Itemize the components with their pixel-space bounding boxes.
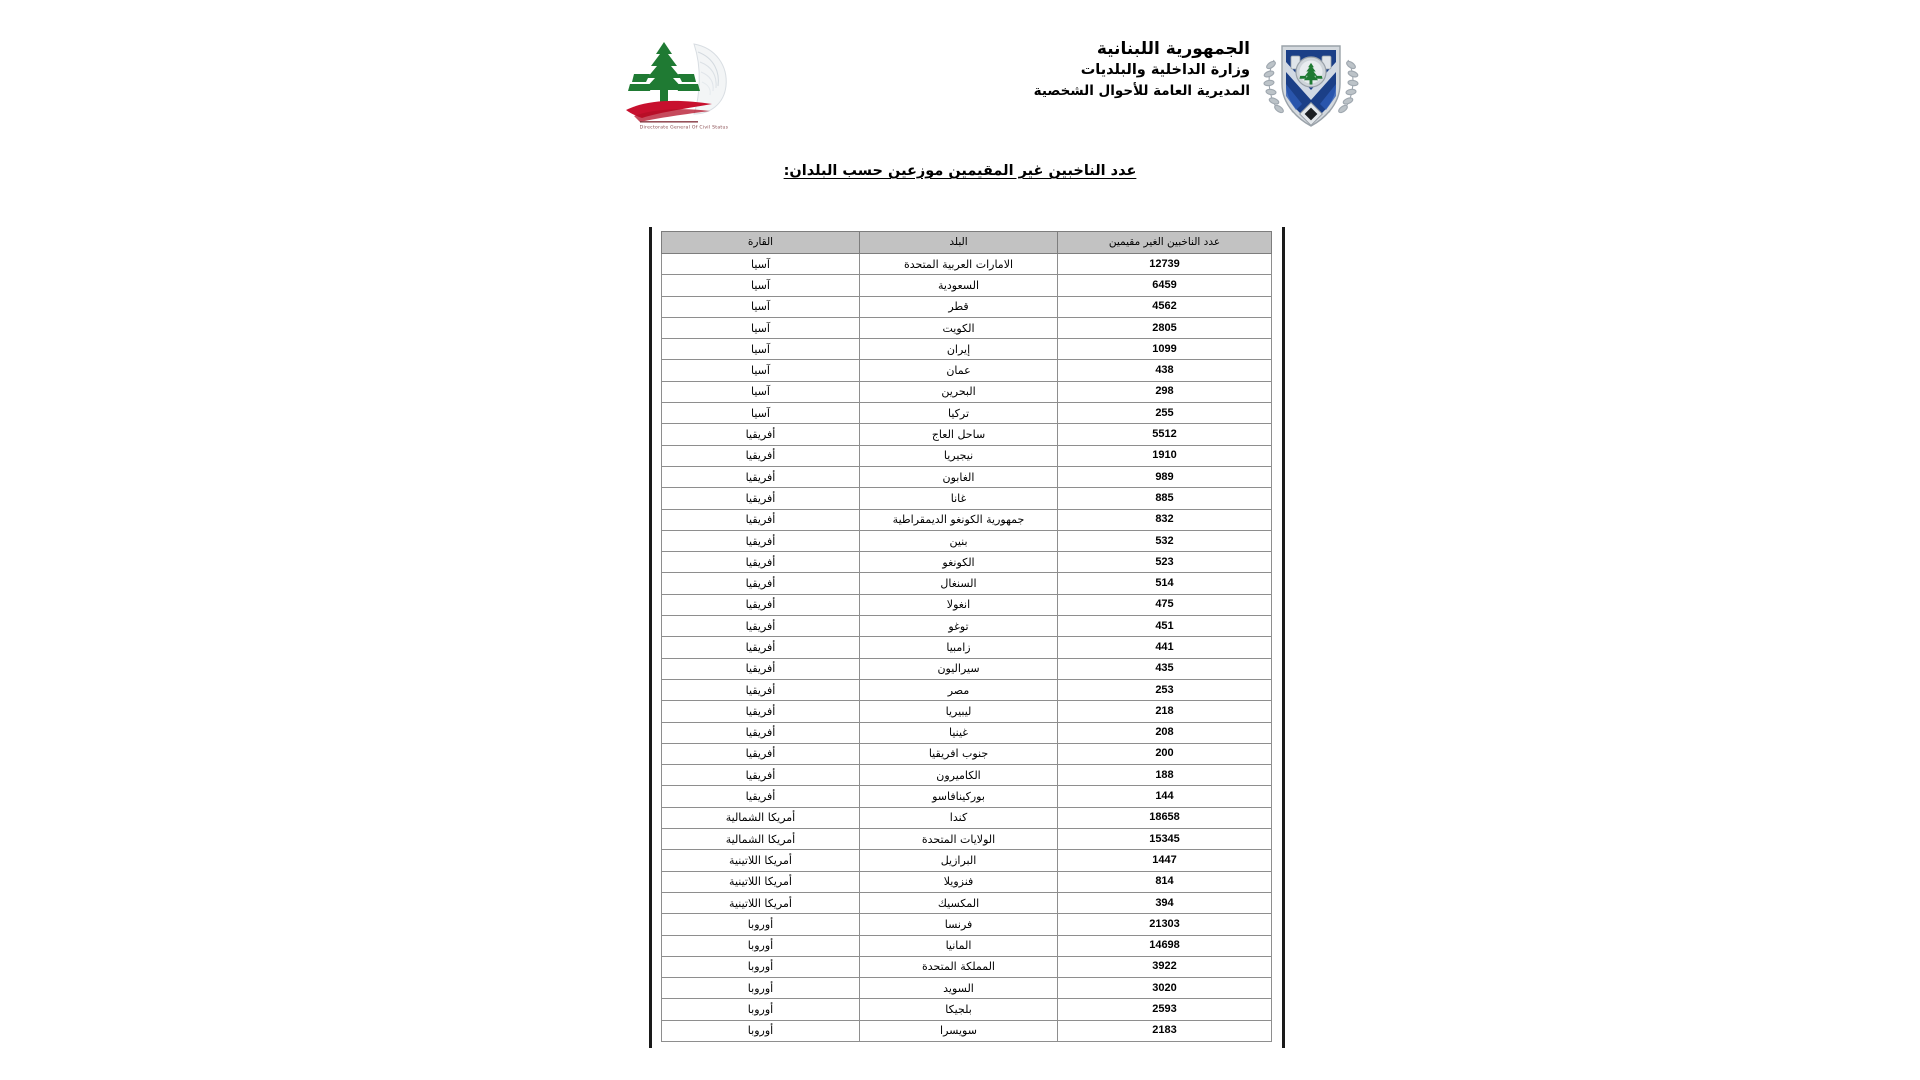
cell-continent: آسيا: [662, 339, 860, 360]
document-header: [620, 32, 1360, 132]
table-row: [662, 978, 1272, 999]
table-row: [662, 807, 1272, 828]
table-row: [662, 999, 1272, 1020]
table-row: [662, 445, 1272, 466]
cell-country: ليبيريا: [860, 701, 1058, 722]
cell-country: السعودية: [860, 275, 1058, 296]
page-title: [0, 160, 1920, 179]
cell-continent: أفريقيا: [662, 509, 860, 530]
cell-country: انغولا: [860, 594, 1058, 615]
cell-continent: آسيا: [662, 360, 860, 381]
cell-country: الامارات العربية المتحدة: [860, 254, 1058, 275]
cell-voter-count: 514: [1058, 573, 1272, 594]
cell-voter-count: 2183: [1058, 1020, 1272, 1041]
table-row: [662, 722, 1272, 743]
cell-country: قطر: [860, 296, 1058, 317]
cell-continent: أفريقيا: [662, 743, 860, 764]
table-row: [662, 679, 1272, 700]
cell-continent: أوروبا: [662, 956, 860, 977]
cell-voter-count: 441: [1058, 637, 1272, 658]
table-row: [662, 786, 1272, 807]
table-row: [662, 850, 1272, 871]
cell-continent: أوروبا: [662, 935, 860, 956]
cell-voter-count: 1910: [1058, 445, 1272, 466]
table-row: [662, 488, 1272, 509]
shield-emblem-graphic: [1262, 32, 1360, 132]
cell-country: كندا: [860, 807, 1058, 828]
cell-voter-count: 200: [1058, 743, 1272, 764]
cell-continent: أوروبا: [662, 978, 860, 999]
cell-voter-count: 253: [1058, 679, 1272, 700]
cell-voter-count: 2593: [1058, 999, 1272, 1020]
cell-country: فنزويلا: [860, 871, 1058, 892]
cell-voter-count: 14698: [1058, 935, 1272, 956]
table-row: [662, 1020, 1272, 1041]
cell-continent: أفريقيا: [662, 530, 860, 551]
cell-continent: أوروبا: [662, 999, 860, 1020]
table-row: [662, 935, 1272, 956]
cell-continent: أفريقيا: [662, 786, 860, 807]
cell-country: إيران: [860, 339, 1058, 360]
general-security-shield-emblem: [1262, 32, 1360, 132]
table-row: [662, 956, 1272, 977]
cell-continent: آسيا: [662, 254, 860, 275]
cell-continent: أفريقيا: [662, 445, 860, 466]
republic-title: الجمهورية اللبنانية: [1096, 39, 1250, 59]
cell-country: ساحل العاج: [860, 424, 1058, 445]
cell-continent: أفريقيا: [662, 488, 860, 509]
table-row: [662, 765, 1272, 786]
cell-country: الولايات المتحدة: [860, 829, 1058, 850]
cell-country: عمان: [860, 360, 1058, 381]
cell-country: سويسرا: [860, 1020, 1058, 1041]
cell-continent: أوروبا: [662, 914, 860, 935]
cell-country: الكويت: [860, 317, 1058, 338]
page-title-text: عدد الناخبين غير المقيمين موزعين حسب البلدان:: [783, 163, 1137, 179]
column-header-count: عدد الناخبين الغير مقيمين: [1058, 232, 1272, 254]
table-row: [662, 424, 1272, 445]
cell-voter-count: 218: [1058, 701, 1272, 722]
table-header: [662, 232, 1272, 254]
cell-voter-count: 255: [1058, 403, 1272, 424]
cell-continent: أمريكا الشمالية: [662, 829, 860, 850]
cell-voter-count: 832: [1058, 509, 1272, 530]
table-row: [662, 530, 1272, 551]
cell-voter-count: 5512: [1058, 424, 1272, 445]
cell-voter-count: 1447: [1058, 850, 1272, 871]
cell-voter-count: 2805: [1058, 317, 1272, 338]
cell-voter-count: 3922: [1058, 956, 1272, 977]
cell-country: سيراليون: [860, 658, 1058, 679]
table-row: [662, 743, 1272, 764]
cell-continent: أوروبا: [662, 1020, 860, 1041]
cell-continent: أفريقيا: [662, 573, 860, 594]
cell-country: البرازيل: [860, 850, 1058, 871]
cell-country: الغابون: [860, 466, 1058, 487]
cell-continent: أفريقيا: [662, 679, 860, 700]
voters-table-container: [662, 231, 1272, 1042]
cell-continent: أفريقيا: [662, 424, 860, 445]
cell-voter-count: 21303: [1058, 914, 1272, 935]
cell-voter-count: 208: [1058, 722, 1272, 743]
cell-voter-count: 188: [1058, 765, 1272, 786]
cell-country: بوركينافاسو: [860, 786, 1058, 807]
cell-country: جمهورية الكونغو الديمقراطية: [860, 509, 1058, 530]
table-row: [662, 573, 1272, 594]
table-row: [662, 892, 1272, 913]
cell-continent: آسيا: [662, 296, 860, 317]
cell-voter-count: 532: [1058, 530, 1272, 551]
cell-continent: أمريكا اللاتينية: [662, 871, 860, 892]
cell-country: المكسيك: [860, 892, 1058, 913]
table-row: [662, 552, 1272, 573]
cell-country: غينيا: [860, 722, 1058, 743]
cell-continent: أفريقيا: [662, 722, 860, 743]
table-row: [662, 339, 1272, 360]
table-row: [662, 509, 1272, 530]
table-row: [662, 701, 1272, 722]
cell-country: توغو: [860, 616, 1058, 637]
cell-continent: أفريقيا: [662, 637, 860, 658]
cell-voter-count: 298: [1058, 381, 1272, 402]
cell-country: الكونغو: [860, 552, 1058, 573]
ministry-title: وزارة الداخلية والبلديات: [1080, 62, 1250, 78]
cell-continent: آسيا: [662, 317, 860, 338]
cell-voter-count: 885: [1058, 488, 1272, 509]
cell-continent: أفريقيا: [662, 765, 860, 786]
cell-voter-count: 523: [1058, 552, 1272, 573]
cell-country: غانا: [860, 488, 1058, 509]
cell-continent: آسيا: [662, 275, 860, 296]
table-row: [662, 871, 1272, 892]
cell-continent: أفريقيا: [662, 594, 860, 615]
cell-continent: آسيا: [662, 381, 860, 402]
cell-continent: أمريكا اللاتينية: [662, 850, 860, 871]
cell-country: السويد: [860, 978, 1058, 999]
cell-country: مصر: [860, 679, 1058, 700]
cell-voter-count: 814: [1058, 871, 1272, 892]
cell-voter-count: 475: [1058, 594, 1272, 615]
cell-voter-count: 451: [1058, 616, 1272, 637]
cell-country: بنين: [860, 530, 1058, 551]
cell-continent: آسيا: [662, 403, 860, 424]
table-row: [662, 829, 1272, 850]
ministry-title-block: [830, 38, 1250, 101]
table-row: [662, 403, 1272, 424]
cell-country: الكاميرون: [860, 765, 1058, 786]
cell-country: فرنسا: [860, 914, 1058, 935]
cell-continent: أمريكا الشمالية: [662, 807, 860, 828]
table-body: [662, 254, 1272, 1042]
cell-voter-count: 18658: [1058, 807, 1272, 828]
table-row: [662, 594, 1272, 615]
cell-voter-count: 3020: [1058, 978, 1272, 999]
column-header-continent: القارة: [662, 232, 860, 254]
cell-country: المانيا: [860, 935, 1058, 956]
cell-country: البحرين: [860, 381, 1058, 402]
table-row: [662, 466, 1272, 487]
cell-country: جنوب افريقيا: [860, 743, 1058, 764]
cell-voter-count: 438: [1058, 360, 1272, 381]
cell-continent: أفريقيا: [662, 616, 860, 637]
cell-voter-count: 15345: [1058, 829, 1272, 850]
table-row: [662, 381, 1272, 402]
cell-voter-count: 6459: [1058, 275, 1272, 296]
table-header-row: [662, 232, 1272, 254]
lebanese-cedar-civil-status-logo: [620, 34, 748, 130]
cell-country: المملكة المتحدة: [860, 956, 1058, 977]
cell-voter-count: 989: [1058, 466, 1272, 487]
cell-continent: أمريكا اللاتينية: [662, 892, 860, 913]
cell-country: بلجيكا: [860, 999, 1058, 1020]
table-row: [662, 658, 1272, 679]
cell-voter-count: 435: [1058, 658, 1272, 679]
directorate-title: المديرية العامة للأحوال الشخصية: [1033, 83, 1250, 99]
cell-country: نيجيريا: [860, 445, 1058, 466]
cell-voter-count: 12739: [1058, 254, 1272, 275]
cell-country: زامبيا: [860, 637, 1058, 658]
table-row: [662, 296, 1272, 317]
table-row: [662, 914, 1272, 935]
cell-voter-count: 144: [1058, 786, 1272, 807]
table-row: [662, 637, 1272, 658]
cell-country: السنغال: [860, 573, 1058, 594]
cell-voter-count: 394: [1058, 892, 1272, 913]
cell-continent: أفريقيا: [662, 466, 860, 487]
cedar-logo-caption: Directorate General Of Civil Status: [639, 124, 729, 130]
cell-country: تركيا: [860, 403, 1058, 424]
voters-by-country-table: [661, 231, 1272, 1042]
table-row: [662, 360, 1272, 381]
cell-continent: أفريقيا: [662, 701, 860, 722]
table-row: [662, 616, 1272, 637]
table-row: [662, 254, 1272, 275]
table-row: [662, 317, 1272, 338]
table-row: [662, 275, 1272, 296]
cell-continent: أفريقيا: [662, 658, 860, 679]
cell-voter-count: 4562: [1058, 296, 1272, 317]
cedar-logo-graphic: [620, 34, 748, 130]
cell-continent: أفريقيا: [662, 552, 860, 573]
cell-voter-count: 1099: [1058, 339, 1272, 360]
column-header-country: البلد: [860, 232, 1058, 254]
